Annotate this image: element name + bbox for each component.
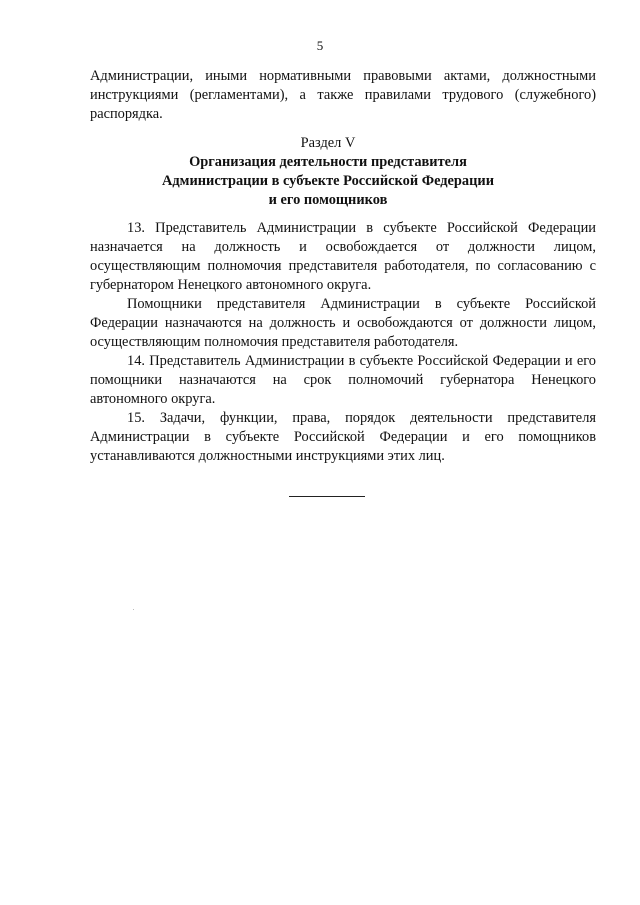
paragraph-13: 13. Представитель Администрации в субъекте Российской Федерации назначается на должность и освобождается от должности лицом, осуществляющим полномочия представителя работодателя, по согласованию с губернатором Ненецкого автономного округа. [90,220,596,293]
paragraph-14: 14. Представитель Администрации в субъекте Российской Федерации и его помощники назначаются на срок полномочий губернатора Ненецкого автономного округа. [90,353,596,407]
scan-speck [133,609,134,610]
section-body [90,219,596,466]
paragraph-assistants: Помощники представителя Администрации в субъекте Российской Федерации назначаются на должность и освобождаются от должности лицом, осуществляющим полномочия представителя работодателя. [90,296,596,350]
section-title-line-1: Организация деятельности представителя [189,154,467,170]
section-header [90,134,566,210]
section-label: Раздел V [300,135,356,151]
end-separator-line [289,496,365,497]
intro-paragraph: Администрации, иными нормативными правовыми актами, должностными инструкциями (регламентами), а также правилами трудового (служебного) распорядка. [90,68,596,122]
intro-paragraph-block [90,67,596,124]
section-title-line-2: Администрации в субъекте Российской Федерации [161,173,495,189]
page-number: 5 [316,38,324,53]
paragraph-15: 15. Задачи, функции, права, порядок деятельности представителя Администрации в субъекте Российской Федерации и его помощников устанавливаются должностными инструкциями этих лиц. [90,410,596,464]
section-title-line-3: и его помощников [268,192,388,208]
